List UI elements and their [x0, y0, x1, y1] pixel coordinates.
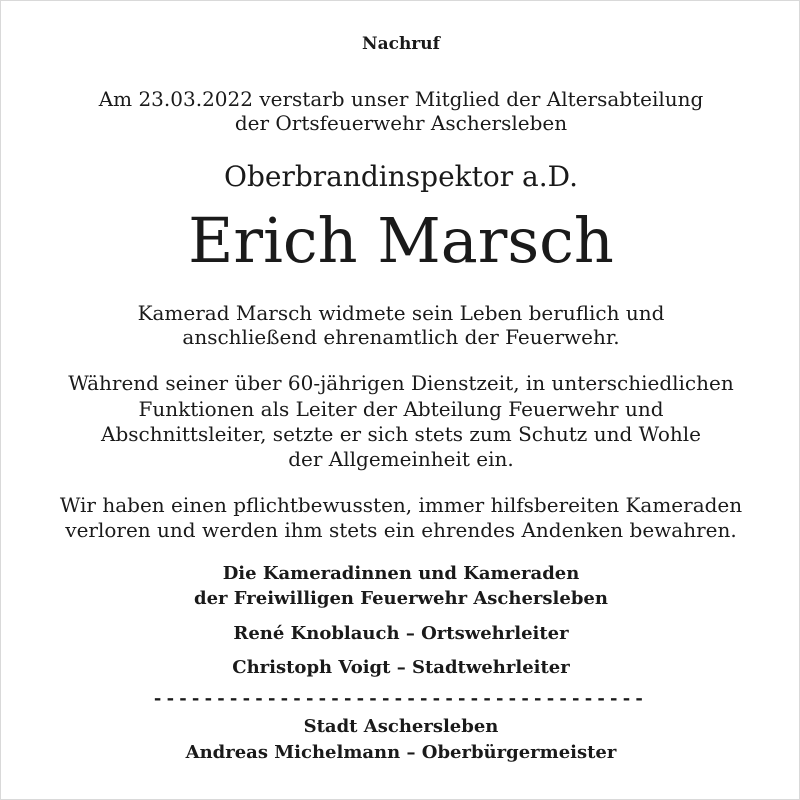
tribute-line: der Allgemeinheit ein.	[288, 447, 514, 471]
tribute-line: Während seiner über 60-jährigen Dienstzeit, in unterschiedlichen	[68, 371, 734, 395]
city-signatory-line: Stadt Aschersleben	[303, 716, 499, 737]
tribute-line: Abschnittsleiter, setzte er sich stets zum Schutz und Wohle	[101, 422, 701, 446]
deceased-name: Erich Marsch	[188, 204, 614, 277]
intro-line: der Ortsfeuerwehr Aschersleben	[234, 111, 568, 135]
tribute-line: verloren und werden ihm stets ein ehrendes Andenken bewahren.	[65, 518, 737, 542]
tribute-line: Wir haben einen pflichtbewussten, immer hilfsbereiten Kameraden	[59, 493, 743, 517]
signatory-line: Die Kameradinnen und Kameraden	[222, 563, 580, 584]
signatory-line: der Freiwilligen Feuerwehr Aschersleben	[194, 588, 608, 609]
deceased-rank: Oberbrandinspektor a.D.	[224, 160, 578, 193]
tribute-line: Funktionen als Leiter der Abteilung Feuerwehr und	[138, 397, 664, 421]
tribute-line: Kamerad Marsch widmete sein Leben beruflich und	[137, 301, 665, 325]
tribute-line: anschließend ehrenamtlich der Feuerwehr.	[182, 325, 620, 349]
dashed-divider: ---------------------------------------	[153, 688, 649, 709]
city-signatory-line: Andreas Michelmann – Oberbürgermeister	[185, 742, 617, 763]
notice-heading: Nachruf	[362, 34, 440, 54]
signatory-line: René Knoblauch – Ortswehrleiter	[233, 623, 569, 644]
intro-line: Am 23.03.2022 verstarb unser Mitglied der Altersabteilung	[98, 87, 704, 111]
signatory-line: Christoph Voigt – Stadtwehrleiter	[232, 657, 570, 678]
